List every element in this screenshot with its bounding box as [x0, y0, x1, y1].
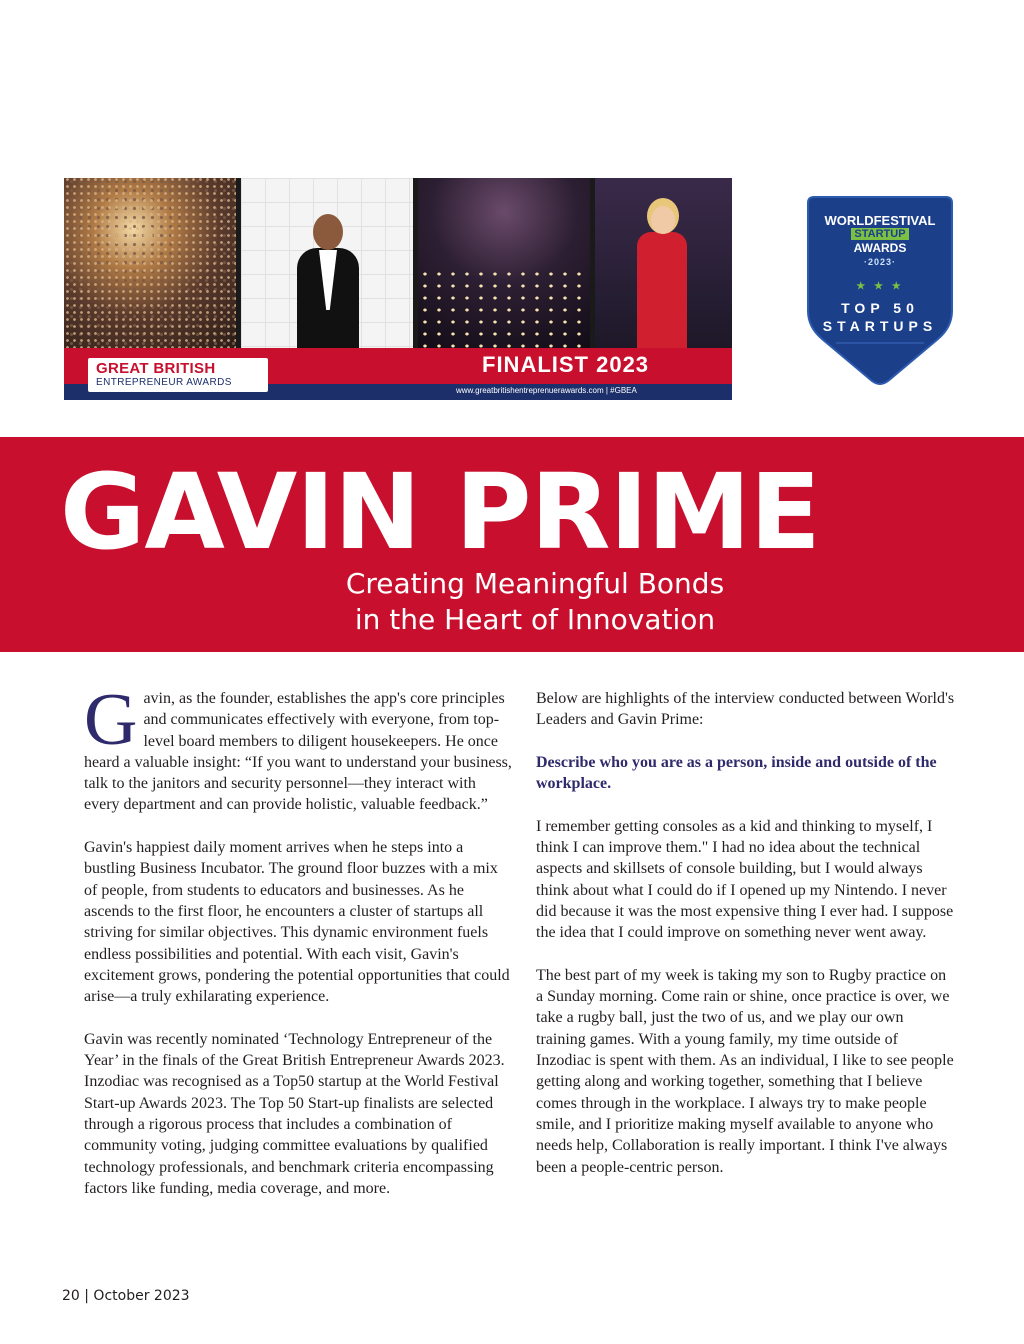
interview-question: Describe who you are as a person, inside and outside of the workplace. [536, 753, 937, 793]
subtitle-line1: Creating Meaningful Bonds [345, 567, 725, 600]
badge-line1: WORLDFESTIVAL [824, 213, 936, 228]
gbea-logo [88, 358, 268, 392]
badge-stars-icon: ★ ★ ★ [856, 281, 904, 292]
badge-top-line1: TOP 50 [841, 300, 919, 316]
gbea-logo-title: GREAT BRITISH [96, 360, 216, 377]
badge-line2 [806, 228, 954, 240]
badge-year: ·2023· [863, 257, 896, 267]
article-title: GAVIN PRIME [60, 451, 820, 573]
presenter-photo [595, 178, 732, 348]
paragraph: Gavin's happiest daily moment arrives when he steps into a bustling Business Incubator. The ground floor buzzes with a mix of people, from students to educators and businesses. As he ascends to the first floor, he encounters a cluster of startups all striving for similar objectives. This dynamic environment fuels endless possibilities and potential. With each visit, Gavin's excitement grows, pondering the potential opportunities that could arise—a truly exhilarating experience. [84, 839, 510, 1006]
paragraph [84, 679, 514, 816]
article-subtitle [290, 566, 780, 638]
gala-dinner-photo [418, 178, 590, 348]
paragraph-text: avin, as the founder, establishes the app's core principles and communicates effectively with everyone, from top-level board members to diligent housekeepers. He once heard a valuable insight: “If you want to understand your business, talk to the janitors and security personnel—they interact with every department and can provide holistic, valuable feedback.” [84, 690, 512, 814]
article-left-column [84, 679, 514, 1220]
subtitle-line2: in the Heart of Innovation [354, 603, 716, 636]
badge-startup-highlight: STARTUP [851, 228, 908, 240]
badge-top-line2: STARTUPS [822, 318, 938, 334]
awards-banner-image [64, 178, 732, 400]
winner-portrait-photo [241, 178, 413, 348]
answer-paragraph: I remember getting consoles as a kid and thinking to myself, I think I can improve them." I had no idea about the technical aspects and skillsets of console building, but I would always think about what I could do if I opened up my Nintendo. I never did because it was the most expensive thing I ever had. I suppose the idea that I could improve on something never went away. [536, 817, 954, 942]
drop-cap: G [84, 679, 138, 761]
answer-paragraph: The best part of my week is taking my son to Rugby practice on a Sunday morning. Come rain or shine, once practice is over, we take a rugby ball, just the two of us, and we play our own training games. With a young family, my time outside of Inzodiac is spent with them. As an individual, I like to see people getting along and working together, something that I believe comes through in the workplace. I always try to make people smile, and I prioritize making myself available to anyone who needs help, Collaboration is really important. I think I've always been a people-centric person. [536, 966, 954, 1176]
person-figure [293, 214, 363, 348]
gala-crowd-photo [64, 178, 236, 348]
interview-intro: Below are highlights of the interview conducted between World's Leaders and Gavin Prime: [536, 690, 955, 729]
banner-strip [64, 348, 732, 400]
finalist-label: FINALIST 2023 [482, 352, 650, 377]
badge-line3: AWARDS [853, 241, 907, 255]
banner-url: www.greatbritishentreprenuerawards.com | #GBEA [456, 386, 637, 395]
worldfestival-badge [806, 193, 954, 389]
paragraph: Gavin was recently nominated ‘Technology Entrepreneur of the Year’ in the finals of the Great British Entrepreneur Awards 2023. Inzodiac was recognised as a Top50 startup at the World Festival Start-up Awards 2023. The Top 50 Start-up finalists are selected through a rigorous process that includes a combination of community voting, judging committee evaluations by qualified technology professionals, and benchmark criteria encompassing factors like funding, media coverage, and more. [84, 1030, 505, 1197]
article-right-column [536, 688, 956, 1199]
gbea-logo-subtitle: ENTREPRENEUR AWARDS [96, 377, 232, 388]
page-folio: 20 | October 2023 [62, 1288, 190, 1304]
presenter-figure [637, 206, 687, 348]
